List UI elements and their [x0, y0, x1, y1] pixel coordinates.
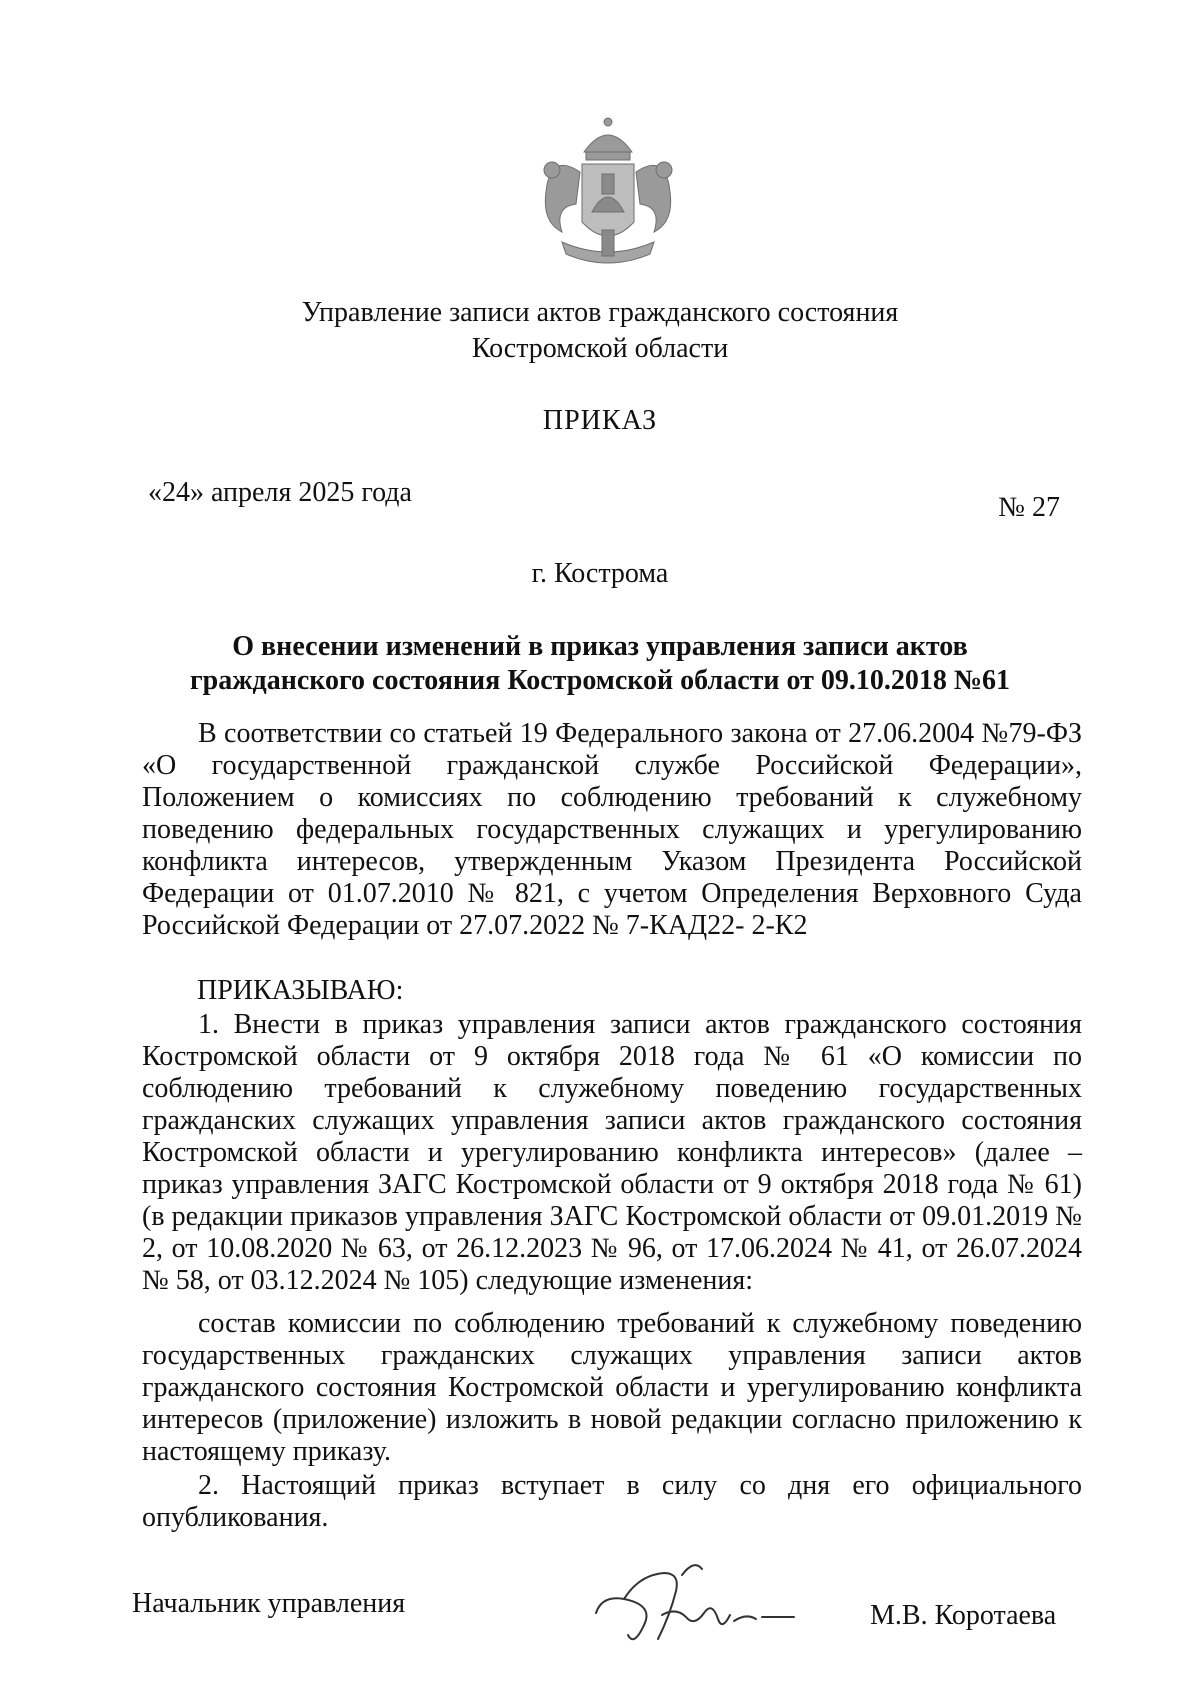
subject-line-2: гражданского состояния Костромской области от 09.10.2018 №61: [189, 665, 1011, 696]
signatory-role: Начальник управления: [132, 1588, 406, 1619]
signatory-name: М.В. Коротаева: [870, 1600, 1057, 1631]
item-1-sub-paragraph: состав комиссии по соблюдению требований к служебному поведению государственных гражданских служащих управления записи актов гражданского состояния Костромской области и урегулированию конфликта интересов (приложение) изложить в новой редакции согласно приложению к настоящему приказу.: [142, 1308, 1082, 1467]
document-city: г. Кострома: [531, 558, 669, 589]
item-2-paragraph: 2. Настоящий приказ вступает в силу со дня его официального опубликования.: [142, 1470, 1082, 1533]
coat-of-arms-emblem: [532, 112, 684, 272]
organization-name: [0, 295, 1200, 367]
document-type: ПРИКАЗ: [542, 405, 658, 436]
document-number: № 27: [998, 492, 1060, 523]
subject-line-1: О внесении изменений в приказ управления записи актов: [232, 631, 968, 662]
org-line-2: Костромской области: [471, 333, 729, 364]
org-line-1: Управление записи актов гражданского состояния: [301, 297, 899, 328]
preamble-paragraph: В соответствии со статьей 19 Федерального закона от 27.06.2004 №79-ФЗ «О государственной гражданской службе Российской Федерации», Положением о комиссиях по соблюдению требований к служебному поведению федеральных государственных служащих и урегулированию конфликта интересов, утвержденным Указом Президента Российской Федерации от 01.07.2010 № 821, с учетом Определения Верховного Суда Российской Федерации от 27.07.2022 № 7-КАД22- 2-К2: [142, 718, 1082, 941]
document-subject: [0, 630, 1200, 698]
document-date: «24» апреля 2025 года: [148, 477, 412, 508]
item-1-paragraph: 1. Внести в приказ управления записи актов гражданского состояния Костромской области от 9 октября 2018 года № 61 «О комиссии по соблюдению требований к служебному поведению государственных гражданских служащих управления записи актов гражданского состояния Костромской области и урегулированию конфликта интересов» (далее – приказ управления ЗАГС Костромской области от 9 октября 2018 года № 61) (в редакции приказов управления ЗАГС Костромской области от 09.01.2019 № 2, от 10.08.2020 № 63, от 26.12.2023 № 96, от 17.06.2024 № 41, от 26.07.2024 № 58, от 03.12.2024 № 105) следующие изменения:: [142, 1009, 1082, 1296]
handwritten-signature: [584, 1555, 804, 1665]
order-word: ПРИКАЗЫВАЮ:: [197, 975, 404, 1006]
